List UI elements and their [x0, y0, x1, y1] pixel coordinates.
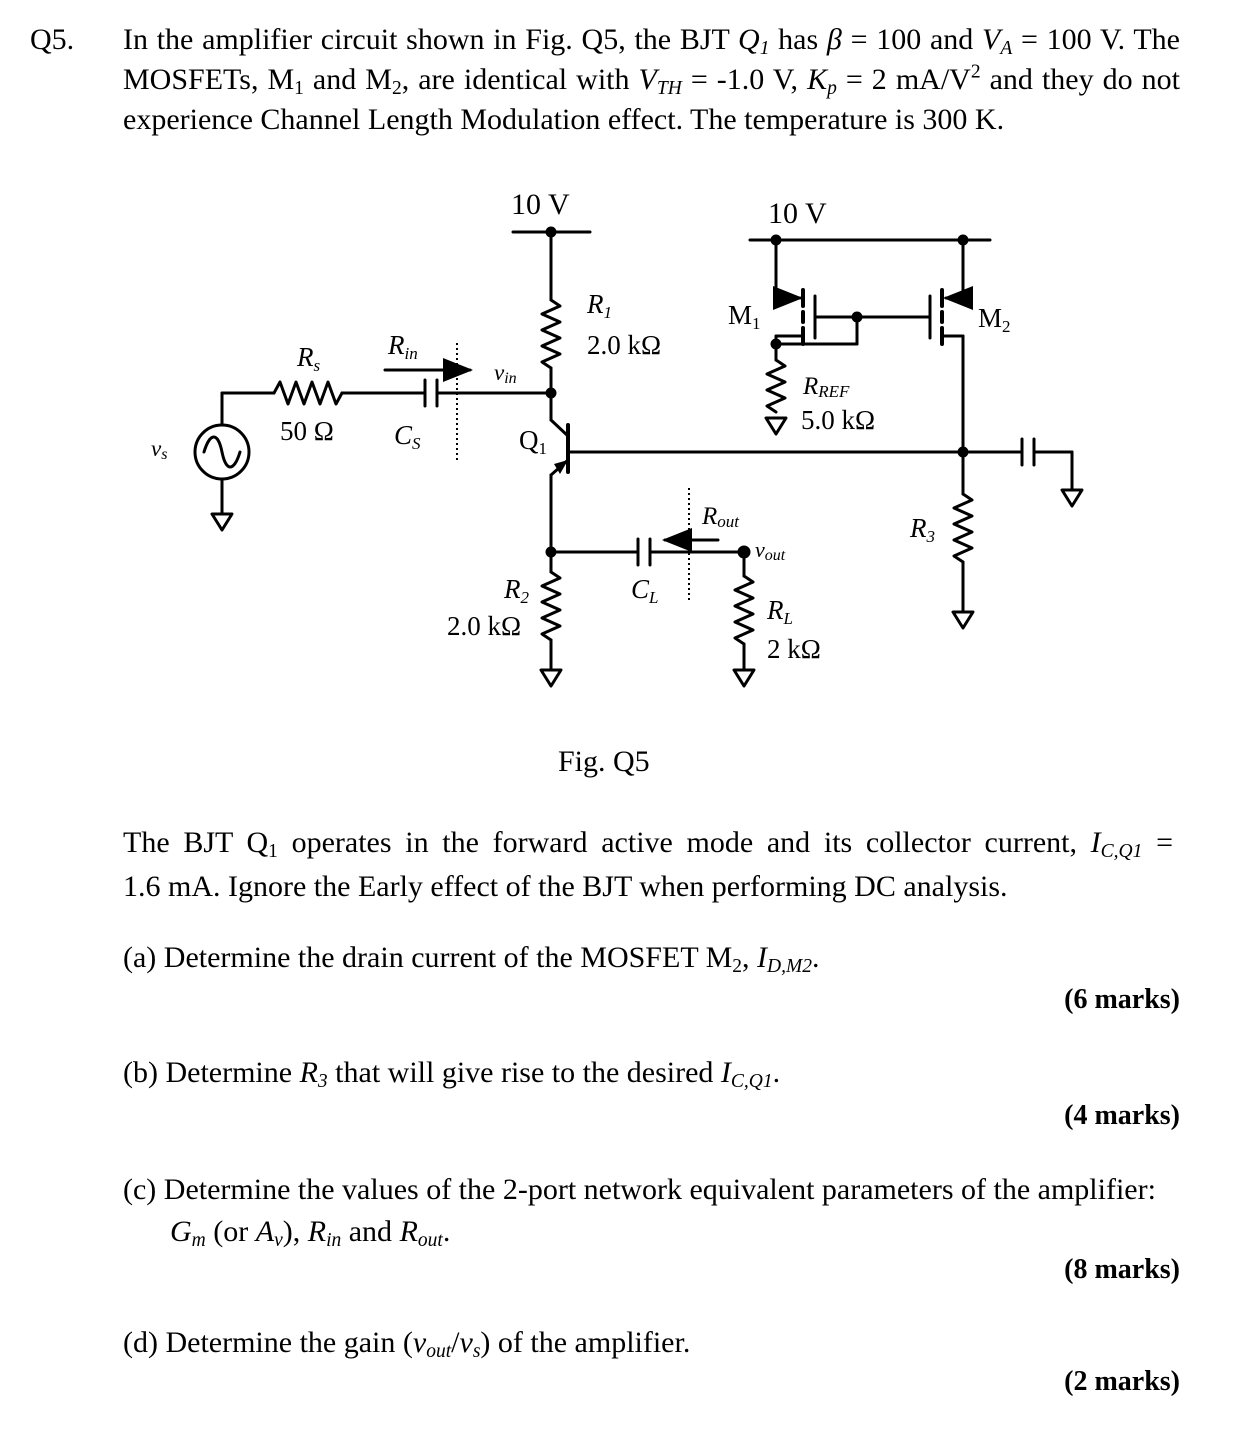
part-b-text: (b) Determine $R_3$ that will give rise to the desired $I_{C,Q1}$.	[123, 1056, 781, 1092]
ground-icon	[734, 670, 754, 686]
ground-icon	[953, 612, 973, 628]
rref-resistor	[767, 360, 785, 412]
rs-label: Rs	[297, 342, 321, 375]
ground-icon	[1062, 490, 1082, 506]
part-c-line-1: (c) Determine the values of the 2-port network equivalent parameters of the amplifier:	[123, 1173, 1156, 1206]
r2-label: R2	[504, 574, 529, 607]
q1-label: Q1	[519, 425, 547, 458]
cl-label: CL	[631, 574, 659, 607]
rref-value: 5.0 kΩ	[801, 405, 876, 435]
r2-value: 2.0 kΩ	[447, 611, 522, 641]
m1-label: M1	[728, 300, 761, 333]
question-number: Q5.	[30, 23, 75, 56]
vcc-left-label: 10 V	[511, 188, 570, 221]
question-intro-line-1: In the amplifier circuit shown in Fig. Q5, the BJT $Q_1$ has β = 100 and $V_A = 100$ V. The	[123, 23, 1181, 59]
rl-resistor	[735, 576, 753, 644]
r1-value: 2.0 kΩ	[587, 330, 662, 360]
vcc-right-label: 10 V	[768, 197, 827, 230]
circuit-diagram	[0, 180, 1258, 700]
rl-label: RL	[767, 595, 793, 628]
rout-label: Rout	[702, 503, 740, 531]
part-c-marks: (8 marks)	[1064, 1254, 1180, 1285]
r3-label: R3	[910, 513, 935, 546]
r2-resistor	[542, 572, 560, 640]
ground-icon	[212, 514, 232, 530]
r1-label: R1	[587, 289, 612, 322]
question-intro-line-2: MOSFETs, $M_1$ and $M_2$, are identical with $V_{TH} = -1.0$ V, $K_p = 2$ $mA/V^2$ and they do not	[123, 61, 1180, 99]
ground-icon	[766, 418, 786, 434]
cs-label: CS	[394, 420, 421, 453]
paragraph-line-2: 1.6 mA. Ignore the Early effect of the BJT when performing DC analysis.	[123, 870, 1008, 903]
part-a-marks: (6 marks)	[1064, 984, 1180, 1015]
part-c-line-2: $G_m$ (or $A_v$), $R_{in}$ and $R_{out}$.	[170, 1215, 451, 1251]
part-d-marks: (2 marks)	[1064, 1366, 1180, 1397]
paragraph-line-1: The BJT $Q_1$ operates in the forward active mode and its collector current, $I_{C,Q1}$ =	[123, 826, 1173, 862]
part-d-text: (d) Determine the gain $(v_{out}/v_s)$ of the amplifier.	[123, 1326, 691, 1362]
part-a-text: (a) Determine the drain current of the MOSFET $M_2$, $I_{D,M2}$.	[123, 941, 820, 977]
r3-resistor	[954, 494, 972, 562]
rs-resistor	[274, 382, 342, 404]
rin-label: Rin	[388, 330, 418, 363]
vout-label: vout	[755, 537, 786, 564]
r1-resistor	[542, 300, 560, 368]
ground-icon	[541, 670, 561, 686]
m2-label: M2	[978, 303, 1011, 336]
rs-value: 50 Ω	[280, 416, 334, 446]
vs-label: vs	[151, 436, 168, 463]
rref-label: RREF	[803, 373, 850, 401]
part-b-marks: (4 marks)	[1064, 1100, 1180, 1131]
question-intro-line-3: experience Channel Length Modulation effect. The temperature is 300 K.	[123, 103, 1005, 136]
vin-label: vin	[494, 360, 517, 387]
figure-caption: Fig. Q5	[558, 745, 650, 778]
rl-value: 2 kΩ	[767, 634, 821, 664]
